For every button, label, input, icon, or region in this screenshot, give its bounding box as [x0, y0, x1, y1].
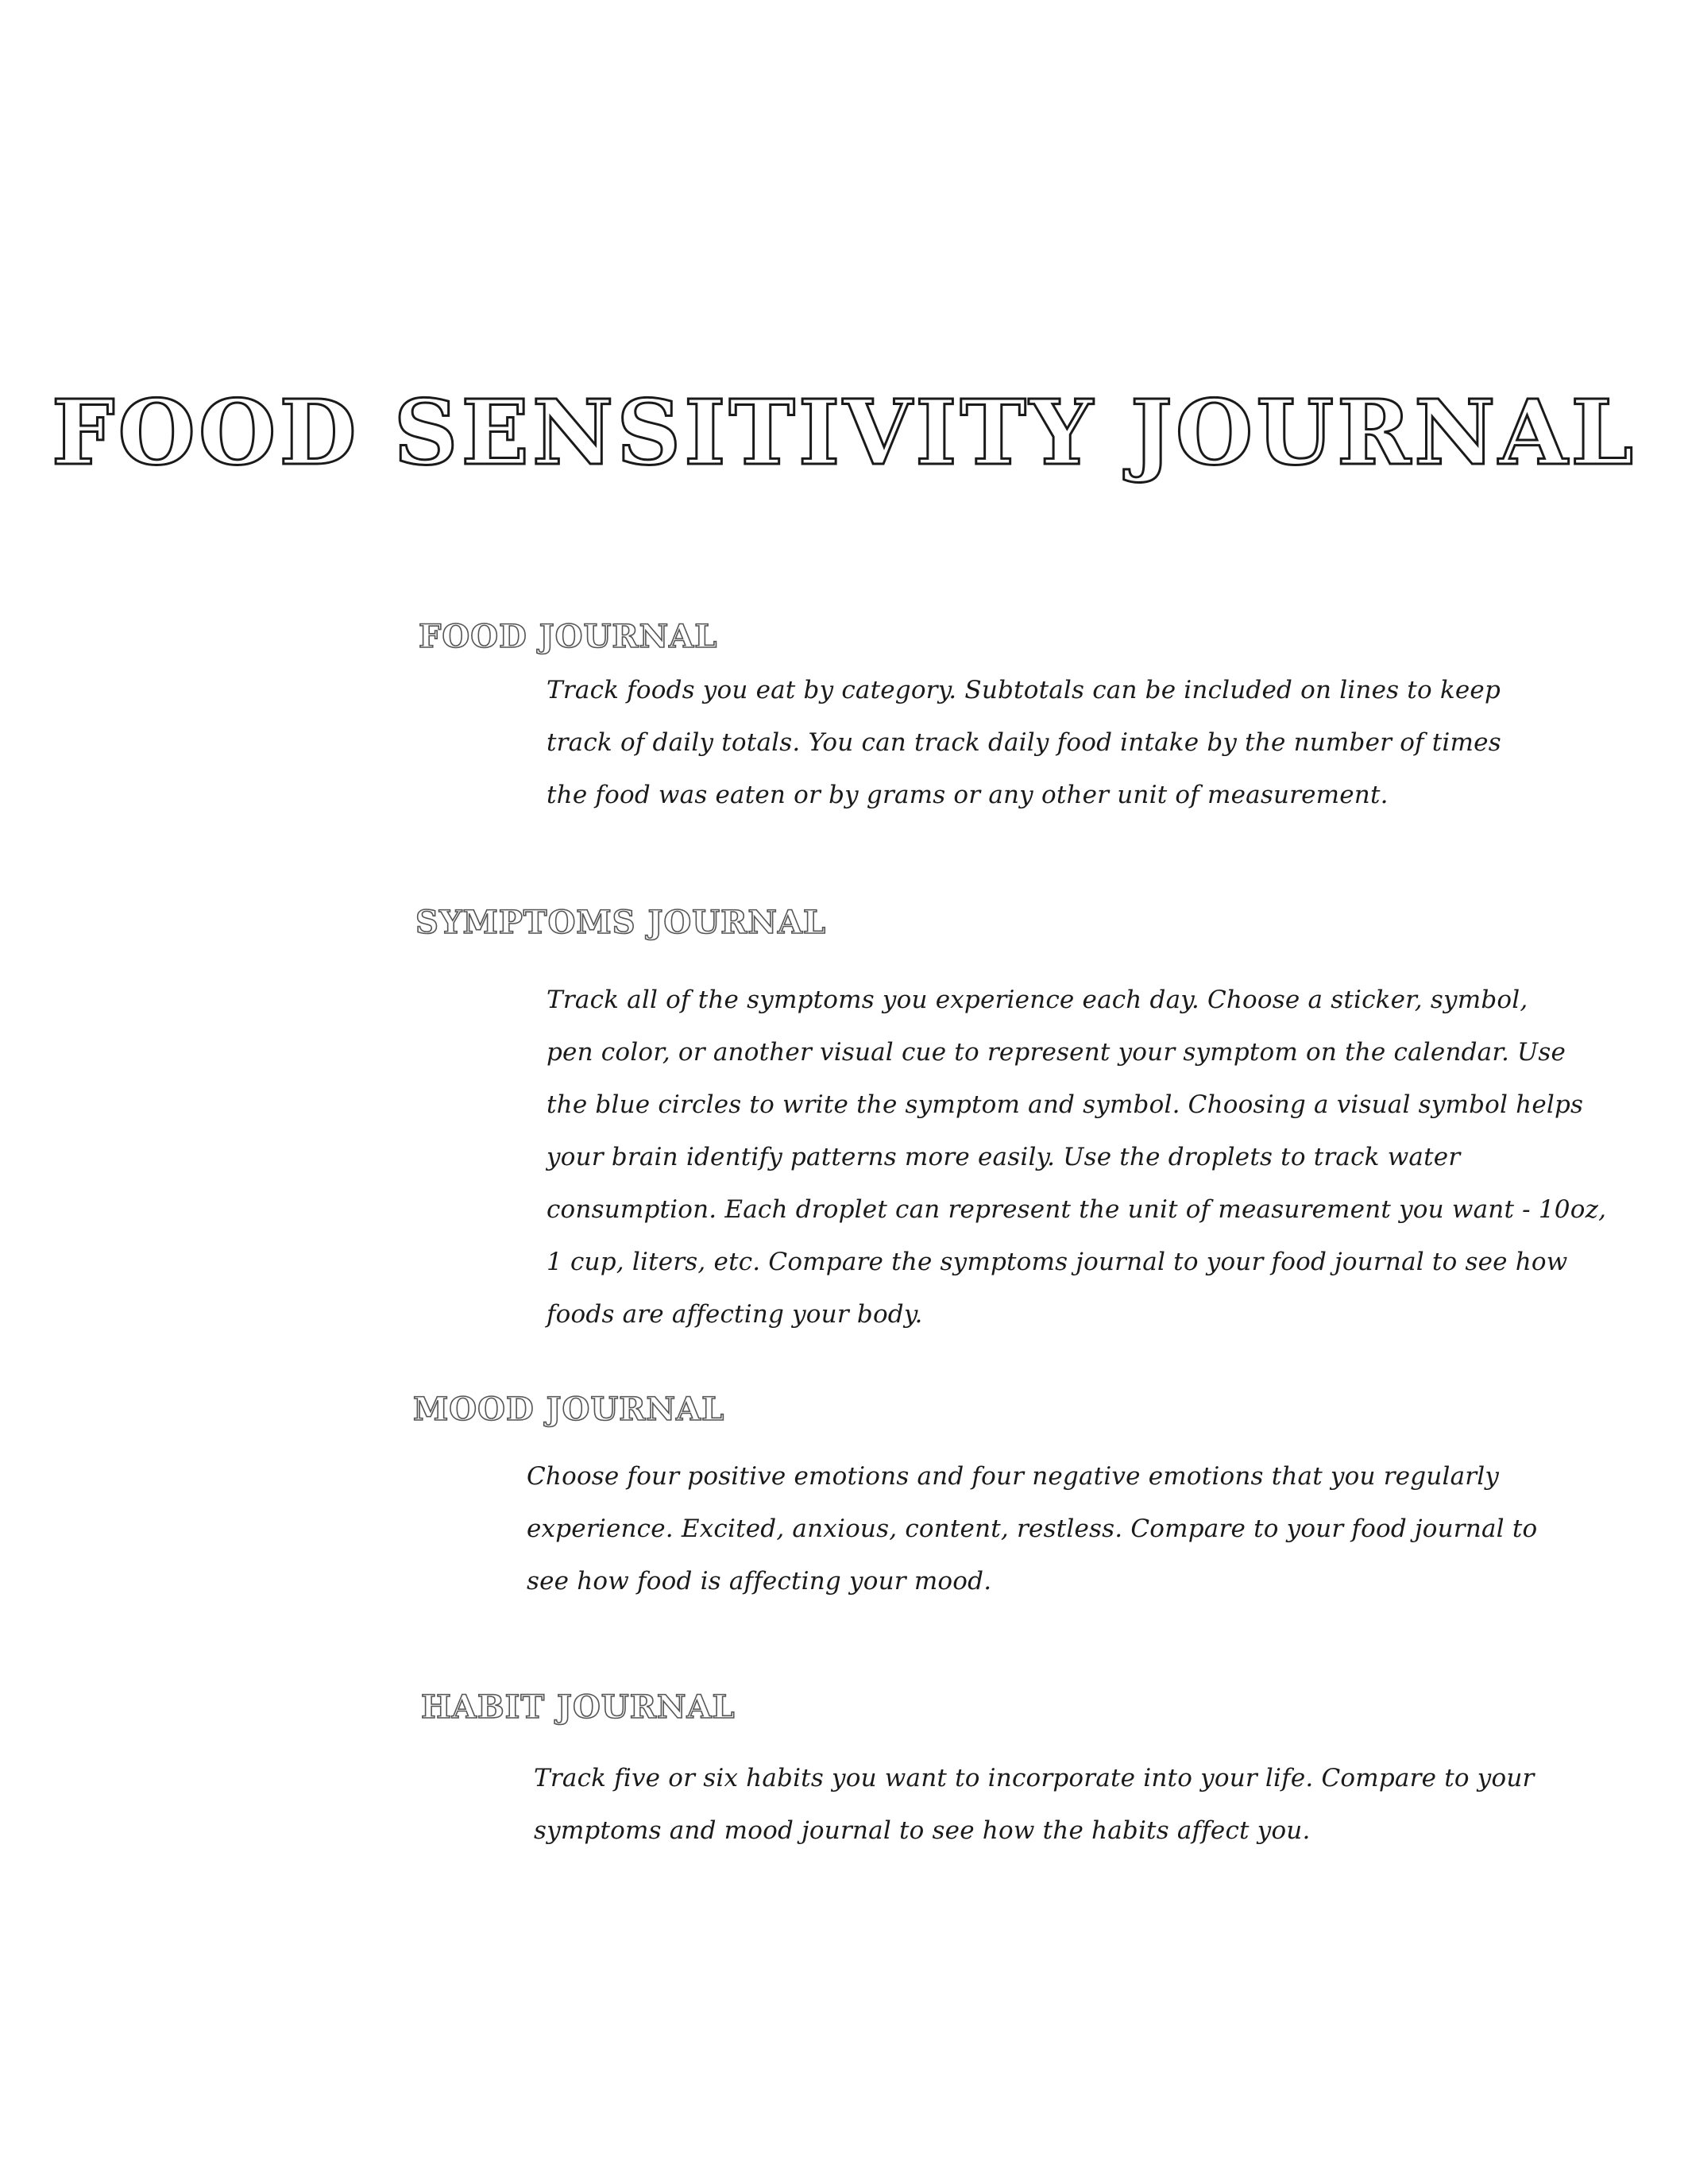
- text-line: the food was eaten or by grams or any other unit of measurement.: [547, 781, 1389, 809]
- section-text-food-journal: [547, 664, 1501, 821]
- section-text-symptoms-journal: [547, 974, 1606, 1341]
- text-line: see how food is affecting your mood.: [527, 1567, 992, 1596]
- section-text-habit-journal: [534, 1752, 1535, 1857]
- text-line: pen color, or another visual cue to represent your symptom on the calendar. Use: [547, 1038, 1566, 1067]
- text-line: Track all of the symptoms you experience each day. Choose a sticker, symbol,: [547, 986, 1528, 1014]
- section-text-mood-journal: [527, 1450, 1537, 1607]
- section-heading-mood-journal: MOOD JOURNAL: [413, 1391, 725, 1428]
- text-line: experience. Excited, anxious, content, restless. Compare to your food journal to: [527, 1515, 1538, 1543]
- text-line: Choose four positive emotions and four negative emotions that you regularly: [527, 1462, 1500, 1491]
- text-line: Track five or six habits you want to incorporate into your life. Compare to your: [534, 1764, 1535, 1792]
- text-line: foods are affecting your body.: [547, 1300, 923, 1329]
- text-line: track of daily totals. You can track daily food intake by the number of times: [547, 728, 1501, 757]
- text-line: 1 cup, liters, etc. Compare the symptoms journal to your food journal to see how: [547, 1248, 1568, 1276]
- section-heading-habit-journal: HABIT JOURNAL: [421, 1688, 736, 1726]
- text-line: symptoms and mood journal to see how the habits affect you.: [534, 1816, 1311, 1845]
- page-title: FOOD SENSITIVITY JOURNAL: [51, 381, 1637, 485]
- section-heading-symptoms-journal: SYMPTOMS JOURNAL: [415, 904, 827, 941]
- text-line: Track foods you eat by category. Subtotals can be included on lines to keep: [547, 676, 1501, 704]
- text-line: consumption. Each droplet can represent the unit of measurement you want - 10oz,: [547, 1195, 1607, 1224]
- section-heading-food-journal: FOOD JOURNAL: [419, 618, 718, 655]
- text-line: your brain identify patterns more easily. Use the droplets to track water: [547, 1143, 1461, 1171]
- text-line: the blue circles to write the symptom and symbol. Choosing a visual symbol helps: [547, 1090, 1584, 1119]
